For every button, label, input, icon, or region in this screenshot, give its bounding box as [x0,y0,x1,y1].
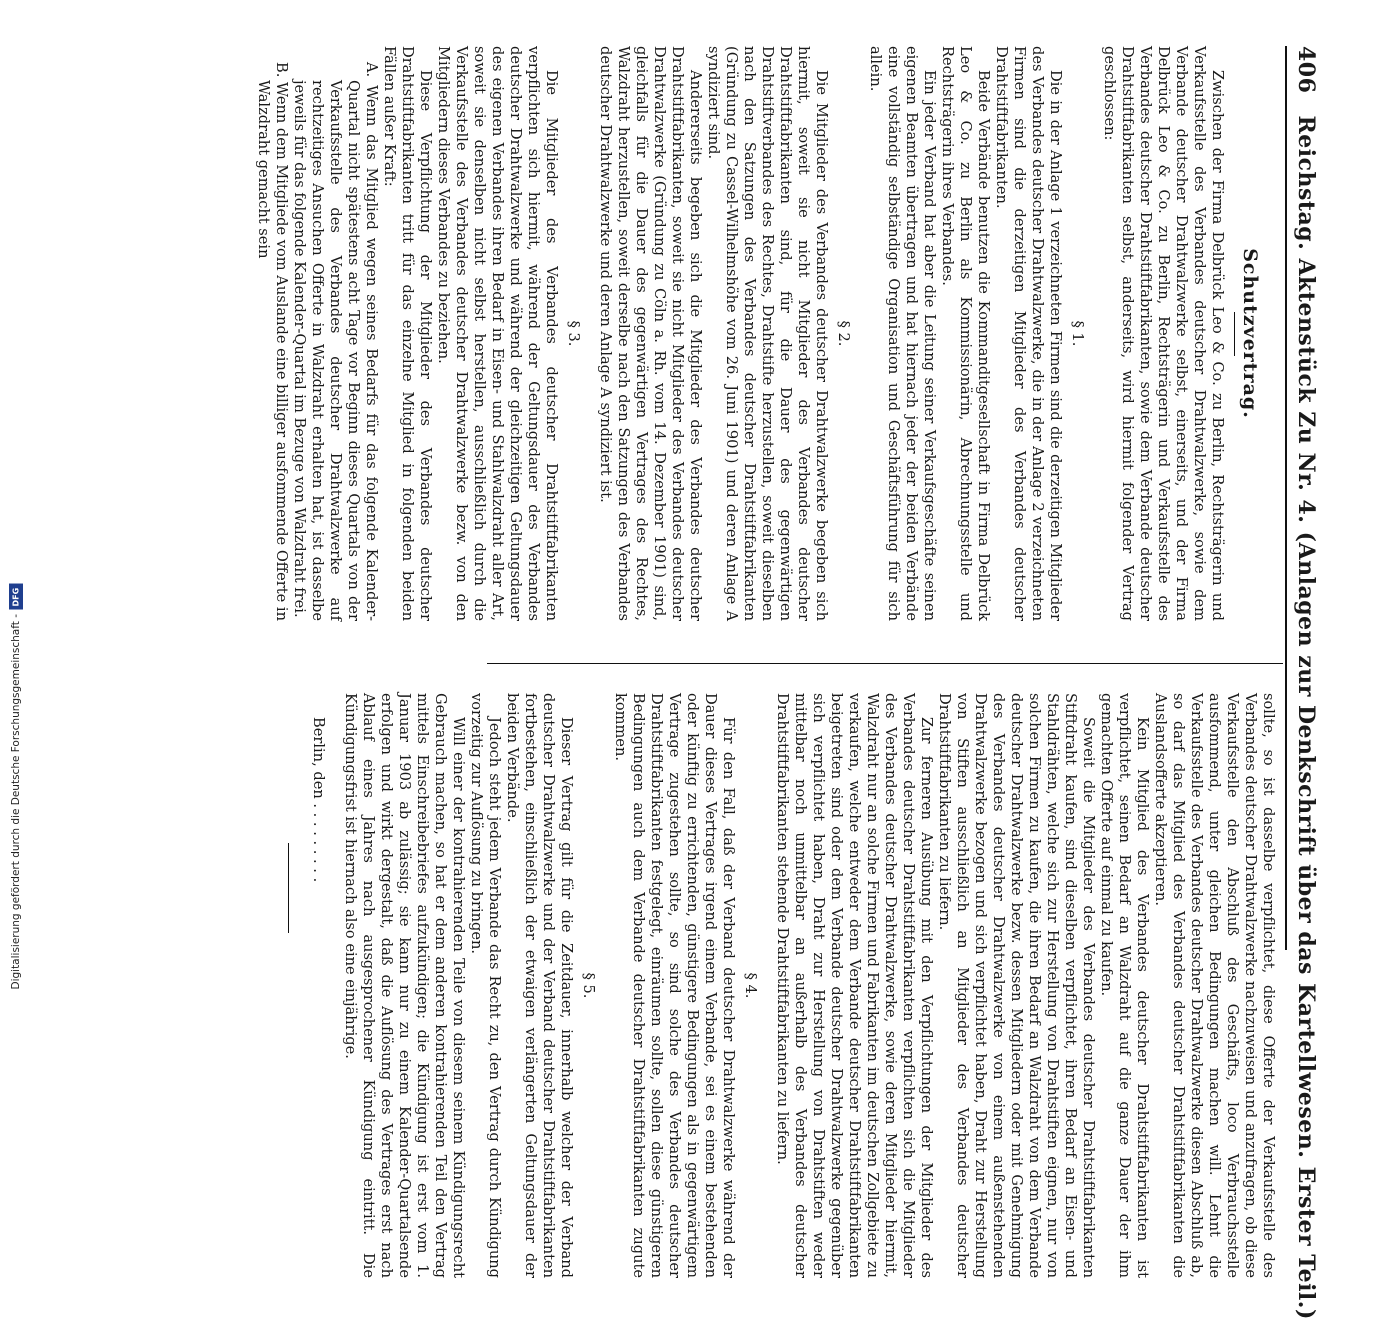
paragraph: Die in der Anlage 1 verzeichneten Firmen sind die derzeitigen Mitglieder des Verbandes deutscher Drahtwalzwerke, die in der Anlage 2 verzeichneten Firmen sind die derzeitigen Mitglieder des Verbandes deutscher Drahtstiftfabrikanten. [992,46,1064,621]
section-heading-1: § 1. [1068,320,1086,347]
digitization-credit [9,584,23,990]
section-heading-5: § 5. [579,972,597,999]
page-number: 406 [1292,46,1319,94]
section-heading-2: § 2. [834,320,852,347]
left-column [53,46,1277,621]
paragraph: Andererseits begeben sich die Mitglieder des Verbandes deutscher Drahtstiftfabrikanten, soweit sie nicht Mitglieder des Verbandes deutscher Drahtwalzwerke (Gründung zu Cöln a. Rh. vom 14. Dezember 1901) sind, gleichfalls für die Dauer des gegenwärtigen Vertrages des Rechtes, Walzdraht herzustellen, soweit derselbe nach den Satzungen des Verbandes deutscher Drahtwalzwerke und deren Anlage A syndiziert ist. [596,46,704,621]
paragraph: Dieser Vertrag gilt für die Zeitdauer, innerhalb welcher der Verband deutscher Drahtwalzwerke und der Verband deutscher Drahtstiftfabrikanten fortbestehen, einschließlich der etwaigen verlängerten Geltungsdauer der beiden Verbände. [503,693,575,1278]
closing-line: Berlin, den . . . . . . . . . [309,717,327,883]
signature-rule [288,843,289,933]
paragraph: Soweit die Mitglieder des Verbandes deutscher Drahtstiftfabrikanten Stiftdraht kaufen, sind dieselben verpflichtet, ihren Bedarf an Eisen- und Stahldrähten, welche sich zur Herstellung von Drahtstiften eignen, nur von solchen Firmen zu kaufen, die ihren Bedarf an Walzdraht von dem Verbande deutscher Drahtwalzwerke bezw. dessen Mitgliedern oder mit Genehmigung des Verbandes deutscher Drahtwalzwerke von einem außenstehenden Drahtwalzwerke bezogen und sich verpflichtet haben, Draht zur Herstellung von Stiften ausschließlich an Mitglieder des Verbandes deutscher Drahtstiftfabrikanten zu liefern. [935,693,1097,1278]
document-title: Schutzvertrag. [1238,248,1261,419]
section-heading-3: § 3. [564,320,582,347]
continued-paragraph: sollte, so ist dasselbe verpflichtet, diese Offerte der Verkaufsstelle des Verbandes deutscher Drahtwalzwerke nachzuweisen und anzufragen, ob diese Verkaufsstelle den Abschluß des Geschäfts, loco Verbrauchsstelle ausfommend, unter gleichen Bedingungen machen will. Lehnt die Verkaufsstelle des Verbandes deutscher Drahtwalzwerke diesen Abschluß ab, so darf das Mitglied des Verbandes deutscher Drahtstiftfabrikanten die Auslandsofferte akzeptieren. [1151,693,1277,1278]
paragraph: Will einer der kontrahierenden Teile von diesem seinem Kündigungsrecht Gebrauch machen, so hat er dem anderen kontrahierenden Teil den Vertrag mittels Einschreibebriefes aufzukündigen; die Kündigung ist erst vom 1. Januar 1903 ab zulässig; sie kann nur zu einem Kalender-Quartalsende erfolgen und wirkt dergestalt, daß die Auflösung des Vertrages erst nach Ablauf eines Jahres nach ausgesprochener Kündigung eintritt. Die Kündigungsfrist ist hiernach also eine einjährige. [341,693,467,1278]
credit-text: Digitalisierung gefördert durch die Deutsche Forschungsgemeinschaft - [10,614,22,990]
paragraph: Kein Mitglied des Verbandes deutscher Drahtstiftfabrikanten ist verpflichtet, seinen Bedarf an Walzdraht auf die ganze Dauer der ihm gemachten Offerte auf einmal zu kaufen. [1097,693,1151,1278]
paragraph: Diese Verpflichtung der Mitglieder des Verbandes deutscher Drahtstiftfabrikanten tritt für das einzelne Mitglied in folgenden beiden Fällen außer Kraft: [380,46,434,621]
list-item-a: A. Wenn das Mitglied wegen seines Bedarfs für das folgende Kalender-Quartal nicht spätestens acht Tage vor Beginn dieses Quartals von der Verkaufsstelle des Verbandes deutscher Drahtwalzwerke auf rechtzeitiges Ansuchen Offerte in Walzdraht erhalten hat, ist dasselbe jeweils für das folgende Kalender-Quartal im Bezuge von Walzdraht frei. [290,62,380,621]
dfg-logo-icon: DFG [9,584,23,610]
paragraph: Beide Verbände benutzen die Kommanditgesellschaft in Firma Delbrück Leo & Co. zu Berlin als Kommissionärin, Abrechnungsstelle und Rechtsträgerin ihres Verbandes. [938,46,992,621]
paragraph: Die Mitglieder des Verbandes deutscher Drahtwalzwerke begeben sich hiermit, soweit sie nicht Mitglieder des Verbandes deutscher Drahtstiftfabrikanten sind, für die Dauer des gegenwärtigen Drahtstiftverbandes des Rechtes, Drahtstifte herzustellen, soweit dieselben nach den Satzungen des Verbandes deutscher Drahtstiftfabrikanten (Gründung zu Cassel-Wilhelmshöhe vom 26. Juni 1901) und deren Anlage A syndiziert sind. [704,46,830,621]
page-header [1289,46,1323,1320]
list-item-b: B. Wenn dem Mitgliede vom Auslande eine billiger ausfommende Offerte in Walzdraht gemacht sein [254,62,290,621]
right-column [53,693,1277,1278]
paragraph: Die Mitglieder des Verbandes deutscher Drahtstiftfabrikanten verpflichten sich hiermit, während der Geltungsdauer des Verbandes deutscher Drahtwalzwerke und während der gleichzeitigen Geltungsdauer des eigenen Verbandes ihren Bedarf in Eisen- und Stahlwalzdraht aller Art, soweit sie denselben nicht selbst herstellen, ausschließlich durch die Verkaufsstelle des Verbandes deutscher Drahtwalzwerke bezw. von den Mitgliedern dieses Verbandes zu beziehen. [434,46,560,621]
paragraph: Jedoch steht jedem Verbande das Recht zu, den Vertrag durch Kündigung vorzeitig zur Auflösung zu bringen. [467,693,503,1278]
title-rule [1234,312,1235,356]
document-page [47,20,1337,1320]
intro-paragraph: Zwischen der Firma Delbrück Leo & Co. zu Berlin, Rechtsträgerin und Verkaufsstelle des Verbandes deutscher Drahtwalzwerke, sowie dem Verbande deutscher Drahtwalzwerke selbst, einerseits, und der Firma Delbrück Leo & Co. zu Berlin, Rechtsträgerin und Verkaufsstelle des Verbandes deutscher Drahtstiftfabrikanten, sowie dem Verbande deutscher Drahtstiftfabrikanten selbst, anderseits, wird hiermit folgender Vertrag geschlossen: [1100,46,1226,621]
running-title: Reichstag. Aktenstück Zu Nr. 4. (Anlagen zur Denkschrift über das Kartellwesen. Erster Teil.) [1292,115,1319,1320]
header-rule [1285,46,1287,950]
section-heading-4: § 4. [741,972,759,999]
paragraph: Für den Fall, daß der Verband deutscher Drahtwalzwerke während der Dauer dieses Vertrages irgend einem Verbande, sei es einem bestehenden oder künftig zu errichtenden, günstigere Bedingungen als in gegenwärtigem Vertrage zugestehen sollte, so sind solche des Verbandes deutscher Drahtstiftfabrikanten festgelegt, einräumen sollte, sollen diese günstigeren Bedingungen auch dem Verbande deutscher Drahtstiftfabrikanten zugute kommen. [611,693,737,1278]
paragraph: Ein jeder Verband hat aber die Leitung seiner Verkaufsgeschäfte seinen eigenen Beamten übertragen und hat hiernach jeder der beiden Verbände eine vollständig selbständige Organisation und Geschäftsführung für sich allein. [866,46,938,621]
column-divider [487,663,1283,664]
paragraph: Zur ferneren Ausübung mit den Verpflichtungen der Mitglieder des Verbandes deutscher Drahtstiftfabrikanten verpflichten sich die Mitglieder des Verbandes deutscher Drahtwalzwerke, sowie deren Mitglieder hiermit, Walzdraht nur an solche Firmen und Fabrikanten im deutschen Zollgebiete zu verkaufen, welche entweder dem Verbande deutscher Drahtstiftfabrikanten beigetreten sind oder dem Verbande deutscher Drahtwalzwerke gegenüber sich verpflichtet haben, Draht zur Herstellung von Drahtstiften weder mittelbar noch unmittelbar an außerhalb des Verbandes deutscher Drahtstiftfabrikanten stehende Drahtstiftfabrikanten zu liefern. [773,693,935,1278]
